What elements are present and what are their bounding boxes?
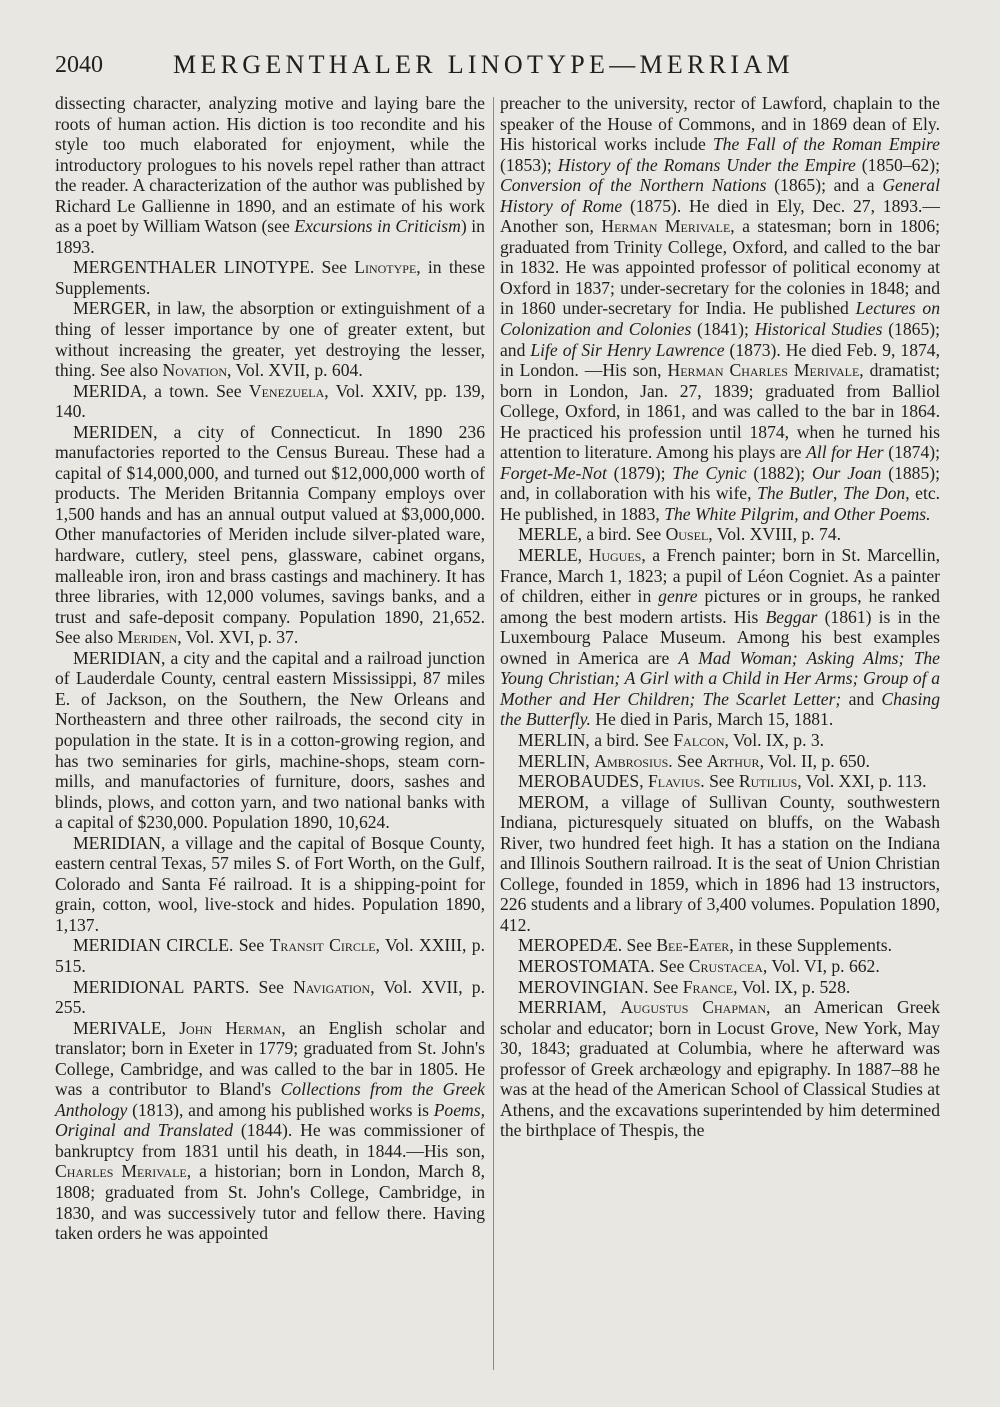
entry-paragraph	[55, 298, 485, 380]
text-run: , etc. He published, in 1883,	[500, 483, 941, 524]
text-run: (1861) is in the Luxembourg Palace Museum. Among his best examples owned in America are	[500, 606, 940, 668]
small-caps-text: Novation	[162, 360, 228, 381]
text-run: preacher to the university, rector of Lawford, chaplain to the speaker of the House of Commons, and in 1869 dean of Ely. His historical works include	[500, 93, 940, 155]
small-caps-text: Rutilius	[738, 771, 798, 792]
small-caps-text: Ambrosius	[594, 750, 669, 771]
text-run: MERIDIAN, a city and the capital and a railroad junction of Lauderdale County, central eastern Mississippi, 87 miles E. of Jackson, on the Southern, the New Orleans and Northeastern and three other railroads, the second city in population in the state. It is in a cotton-growing region, and has two seminaries for girls, machine-shops, steam corn-mills, and manufactories of furniture, doors, sashes and blinds, plows, and cotton yarn, and two national banks with a capital of $230,000. Population 1890, 10,624.	[55, 647, 485, 833]
italic-text: General History of Rome	[500, 175, 940, 216]
text-run: MERIDA, a town. See	[73, 380, 249, 401]
entry-paragraph	[500, 524, 940, 545]
text-run: , a historian; born in London, March 8, 1808; graduated from St. John's College, Cambridge, in 1830, and was successively tutor and fellow there. Having taken orders he was appointed	[55, 1161, 485, 1244]
entry-paragraph	[500, 935, 940, 956]
italic-text: The Cynic	[672, 462, 747, 483]
text-run: , dramatist; born in London, Jan. 27, 1839; graduated from Balliol College, Oxford, in 1861, and was called to the bar in 1864. He practiced his profession until 1874, when he turned his attention to literature. Among his plays are	[500, 360, 940, 463]
italic-text: A Mad Woman; Asking Alms; The Young Christian; A Girl with a Child in Her Arms; Group of a Mother and Her Children; The Scarlet Letter;	[500, 647, 940, 709]
text-run: , Vol. XXIV, pp. 139, 140.	[55, 380, 485, 422]
entry-paragraph	[55, 1018, 485, 1244]
column-divider	[493, 97, 494, 1370]
entry-paragraph	[500, 751, 940, 772]
text-run: (1885); and, in collaboration with his wife,	[500, 462, 941, 504]
text-run: MERIDIAN, a village and the capital of Bosque County, eastern central Texas, 57 miles S. of Fort Worth, on the Gulf, Colorado and Santa Fé railroad. It is a shipping-point for grain, cotton, wool, live-stock and hides. Population 1890, 1,137.	[55, 832, 485, 935]
left-text-column	[55, 93, 485, 1244]
text-run: He died in Paris, March 15, 1881.	[590, 709, 834, 730]
text-run: . See	[668, 750, 707, 771]
right-text-column	[500, 93, 940, 1141]
text-run: (1865); and	[500, 319, 940, 360]
italic-text: Our Joan	[812, 462, 882, 483]
text-run: (1873). He died Feb. 9, 1874, in London. —His son,	[500, 339, 940, 381]
italic-text: All for Her	[806, 442, 884, 463]
text-run: MERRIAM,	[518, 997, 621, 1018]
text-run: , Vol. XVI, p. 37.	[177, 627, 299, 648]
text-run: , a French painter; born in St. Marcellin, France, March 1, 1823; a pupil of Léon Cogniet. As a painter of children, either in	[500, 545, 940, 607]
text-run: , in these Supplements.	[729, 935, 893, 956]
small-caps-text: John Herman	[179, 1017, 282, 1038]
small-caps-text: Falcon	[673, 729, 725, 750]
text-run: , Vol. IX, p. 3.	[724, 729, 825, 750]
italic-text: genre	[658, 586, 698, 607]
text-run: , Vol. II, p. 650.	[759, 750, 870, 771]
entry-paragraph	[55, 93, 485, 257]
text-run: MERGER, in law, the absorption or extinguishment of a thing of lesser importance by one of greater extent, but without increasing the greater, yet destroying the lesser, thing. See also	[55, 298, 485, 381]
text-run: MERLIN,	[518, 750, 595, 771]
text-run: (1841);	[691, 319, 755, 340]
text-run: MEROM, a village of Sullivan County, southwestern Indiana, picturesquely situated on bluffs, on the Wabash River, two hundred feet high. It has a station on the Indiana and Illinois Southern railroad. It is the seat of Union Christian College, founded in 1859, which in 1896 had 13 instructors, 226 students and a library of 3,400 volumes. Population 1890, 412.	[500, 791, 940, 935]
entry-paragraph	[55, 257, 485, 298]
entry-paragraph	[500, 545, 940, 730]
text-run: (1874);	[883, 442, 941, 463]
text-run: . See	[700, 771, 739, 792]
entry-paragraph	[500, 771, 940, 792]
italic-text: Historical Studies	[754, 319, 883, 340]
small-caps-text: Ousel	[665, 524, 709, 545]
text-run: , in these Supplements.	[55, 257, 485, 298]
italic-text: Forget-Me-Not	[500, 462, 607, 483]
text-run: MERLE,	[518, 545, 589, 566]
italic-text: The Don	[842, 483, 906, 504]
entry-paragraph	[500, 730, 940, 751]
text-run: MEROBAUDES,	[518, 771, 649, 792]
text-run: , Vol. XXI, p. 113.	[797, 771, 927, 792]
text-run: MEROVINGIAN. See	[518, 976, 683, 997]
small-caps-text: Venezuela	[248, 380, 325, 401]
entry-paragraph	[500, 792, 940, 936]
text-run: , Vol. XVII, p. 255.	[55, 976, 485, 1018]
text-run: , Vol. IX, p. 528.	[733, 976, 851, 997]
text-run: MERLE, a bird. See	[518, 524, 666, 545]
italic-text: Excursions in Criticism	[294, 216, 461, 237]
text-run: MERLIN, a bird. See	[518, 729, 674, 750]
running-title: MERGENTHALER LINOTYPE—MERRIAM	[173, 50, 794, 79]
text-run: dissecting character, analyzing motive and laying bare the roots of human action. His diction is too recondite and his style too much elaborated for enjoyment, while the introductory prologues to his novels repel rather than attract the reader. A characterization of the author was published by Richard Le Gallienne in 1890, and an estimate of his work as a poet by William Watson (see	[55, 93, 485, 237]
text-run: MERIDIAN CIRCLE. See	[73, 935, 270, 956]
italic-text: Beggar	[765, 606, 818, 627]
text-run: (1813), and among his published works is	[127, 1099, 434, 1120]
text-run: MERIVALE,	[73, 1017, 180, 1038]
text-run: (1850–62);	[855, 154, 940, 175]
text-run: , Vol. XVIII, p. 74.	[708, 524, 842, 545]
italic-text: Poems, Original and Translated	[55, 1099, 485, 1141]
text-run: (1879);	[606, 462, 673, 483]
italic-text: History of the Romans Under the Empire	[557, 154, 856, 175]
entry-paragraph	[55, 833, 485, 936]
small-caps-text: Linotype	[354, 257, 417, 278]
text-run: , an English scholar and translator; born in Exeter in 1779; graduated from St. John's College, Cambridge, and was called to the bar in 1805. He was a contributor to Bland's	[55, 1017, 485, 1100]
entry-paragraph	[500, 977, 940, 998]
text-run: , an American Greek scholar and educator; born in Locust Grove, New York, May 30, 1843; graduated at Columbia, where he afterward was professor of Greek archæology and epigraphy. In 1887–88 he was at the head of the American School of Classical Studies at Athens, and the excavations superintended by him determined the birthplace of Thespis, the	[500, 997, 940, 1141]
entry-paragraph	[55, 648, 485, 833]
page-header	[55, 50, 825, 84]
entry-paragraph	[55, 935, 485, 976]
italic-text: The White Pilgrim, and Other Poems.	[664, 503, 931, 524]
small-caps-text: Transit Circle	[269, 935, 376, 956]
text-run: MEROSTOMATA. See	[518, 955, 689, 976]
text-run: , Vol. XXIII, p. 515.	[55, 935, 485, 976]
entry-paragraph	[500, 997, 940, 1141]
text-run: (1865); and a	[766, 175, 883, 196]
small-caps-text: Augustus Chapman	[620, 997, 767, 1018]
italic-text: Collections from the Greek Anthology	[55, 1079, 485, 1120]
small-caps-text: Charles Merivale	[55, 1161, 187, 1182]
text-run: MERIDIONAL PARTS. See	[73, 976, 294, 997]
text-run: , a statesman; born in 1806; graduated from Trinity College, Oxford, and called to the bar in 1832. He was appointed professor of political economy at Oxford in 1837; under-secretary for the colonies in 1848; and in 1860 under-secretary for India. He published	[500, 216, 940, 319]
text-run: (1853);	[500, 154, 558, 175]
italic-text: Lectures on Colonization and Colonies	[500, 298, 940, 340]
entry-paragraph	[55, 977, 485, 1018]
text-run: pictures or in groups, he ranked among the best modern artists. His	[500, 586, 940, 627]
small-caps-text: France	[682, 976, 734, 997]
small-caps-text: Herman Charles Merivale	[667, 360, 860, 381]
entry-paragraph	[500, 956, 940, 977]
small-caps-text: Flavius	[648, 771, 701, 792]
text-run: ,	[832, 483, 843, 504]
entry-paragraph	[55, 381, 485, 422]
small-caps-text: Meriden	[117, 627, 178, 648]
text-run: (1882);	[746, 462, 813, 483]
text-run: MERGENTHALER LINOTYPE. See	[73, 257, 355, 278]
small-caps-text: Navigation	[293, 976, 371, 997]
small-caps-text: Arthur	[706, 750, 760, 771]
italic-text: Conversion of the Northern Nations	[500, 175, 767, 196]
text-run: MERIDEN, a city of Connecticut. In 1890 236 manufactories reported to the Census Bureau. These had a capital of $14,000,000, and turned out $12,000,000 worth of products. The Meriden Britannia Company employs over 1,500 hands and has an annual output valued at $3,000,000. Other manufactories of Meriden include silver-plated ware, hardware, cutlery, steel pens, glassware, cabinet organs, malleable iron, iron and brass castings and machinery. It has three libraries, with 12,000 volumes, savings banks, and a trust and safe-deposit company. Population 1890, 21,652. See also	[55, 421, 485, 648]
text-run: and	[841, 688, 882, 709]
text-run: , Vol. XVII, p. 604.	[227, 360, 363, 381]
italic-text: The Butler	[757, 483, 833, 504]
small-caps-text: Crustacea	[688, 955, 763, 976]
small-caps-text: Herman Merivale	[601, 216, 731, 237]
text-run: ) in 1893.	[55, 216, 485, 257]
entry-paragraph	[500, 93, 940, 524]
italic-text: Life of Sir Henry Lawrence	[530, 339, 725, 360]
text-run: MEROPEDÆ. See	[518, 935, 657, 956]
small-caps-text: Bee-Eater	[656, 935, 730, 956]
italic-text: The Fall of the Roman Empire	[712, 134, 940, 155]
italic-text: Chasing the Butterfly.	[500, 688, 940, 730]
small-caps-text: Hugues	[588, 545, 642, 566]
text-run: (1844). He was commissioner of bankruptcy from 1831 until his death, in 1844.—His son,	[55, 1120, 485, 1161]
entry-paragraph	[55, 422, 485, 648]
text-run: , Vol. VI, p. 662.	[762, 955, 880, 976]
text-run: (1875). He died in Ely, Dec. 27, 1893.—Another son,	[500, 195, 940, 237]
page-number: 2040	[55, 52, 103, 78]
